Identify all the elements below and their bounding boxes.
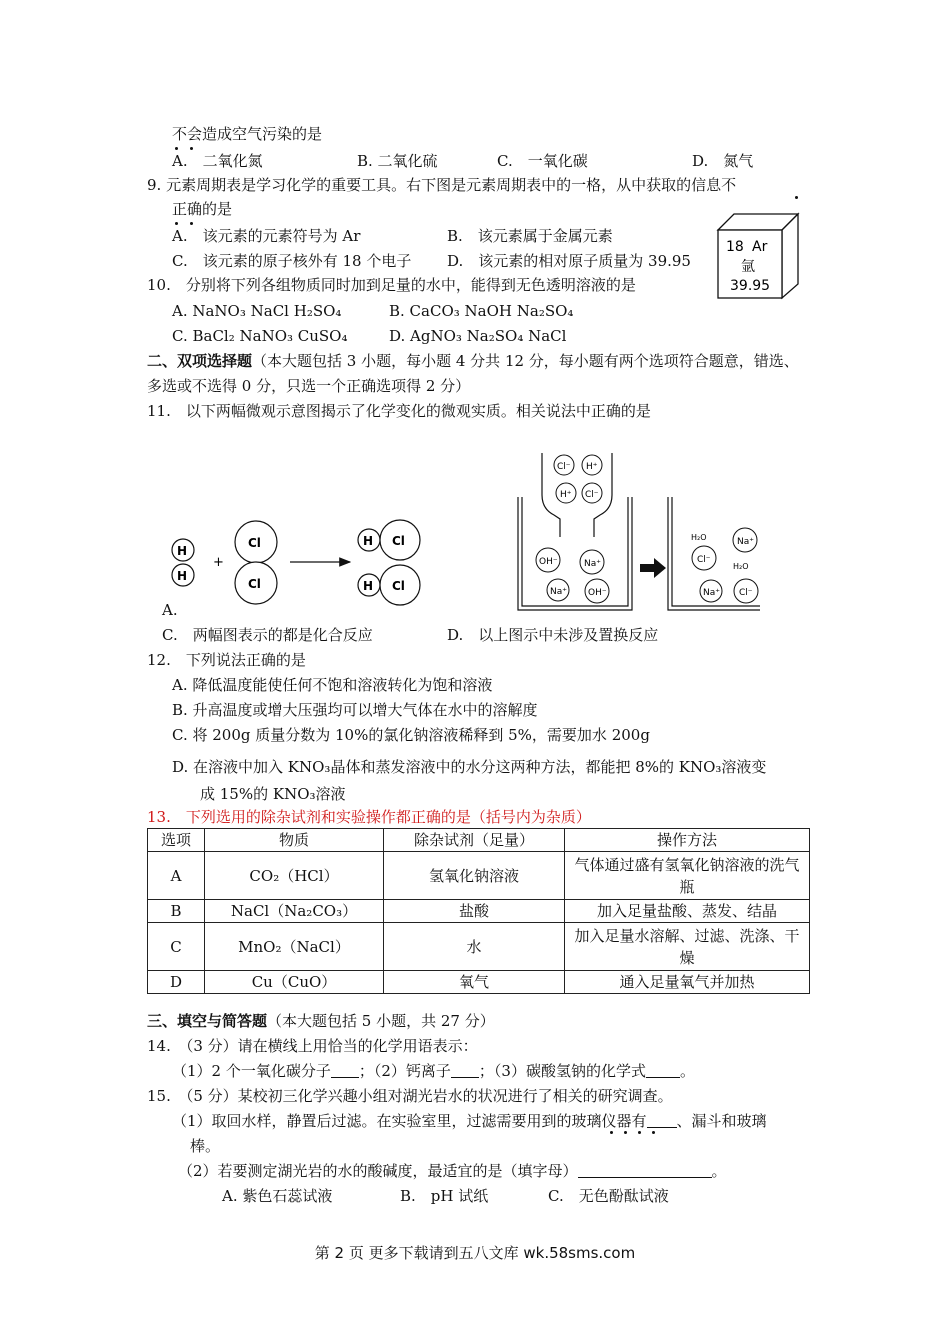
table-cell: 水 <box>384 923 565 971</box>
emphasis-dot <box>190 222 193 225</box>
q15-stem: 15. （5 分）某校初三化学兴趣小组对湖光岩水的状况进行了相关的研究调查。 <box>147 1087 673 1105</box>
hydrogen-ion: H⁺ <box>560 490 572 500</box>
q11-option-d: D. 以上图示中未涉及置换反应 <box>447 626 659 644</box>
table-cell: 加入足量水溶解、过滤、洗涤、干燥 <box>565 923 810 971</box>
table-cell: 加入足量盐酸、蒸发、结晶 <box>565 900 810 923</box>
atomic-mass: 39.95 <box>730 278 771 294</box>
q9-stem-line1: 9. 元素周期表是学习化学的重要工具。右下图是元素周期表中的一格，从中获取的信息不 <box>147 176 737 194</box>
table-cell: 通入足量氧气并加热 <box>565 971 810 994</box>
plus-sign: + <box>213 555 224 570</box>
q10-option-a: A. NaNO₃ NaCl H₂SO₄ <box>172 302 342 320</box>
hydrogen-ion: H⁺ <box>586 462 598 472</box>
q9-option-c: C. 该元素的原子核外有 18 个电子 <box>172 252 412 270</box>
table-cell: 氧气 <box>384 971 565 994</box>
table-cell: 盐酸 <box>384 900 565 923</box>
section-2-heading: 二、双项选择题（本大题包括 3 小题，每小题 4 分共 12 分，每小题有两个选项符合题意，错选、 <box>147 352 799 370</box>
q9-option-b: B. 该元素属于金属元素 <box>447 227 613 245</box>
q8-stem: 不会造成空气污染的是 <box>172 125 323 143</box>
q11-option-a-label: A. <box>162 601 178 619</box>
q10-option-d: D. AgNO₃ Na₂SO₄ NaCl <box>389 327 567 345</box>
table-cell: C <box>148 923 205 971</box>
chlorine-atom: Cl <box>248 536 261 550</box>
table-cell: Cu（CuO） <box>205 971 384 994</box>
table-header-row <box>148 829 810 852</box>
table-row <box>148 852 810 900</box>
q15-option-a: A. 紫色石蕊试液 <box>222 1187 333 1205</box>
section-2-desc: 多选或不选得 0 分，只选一个正确选项得 2 分） <box>147 377 471 395</box>
q10-stem: 10. 分别将下列各组物质同时加到足量的水中，能得到无色透明溶液的是 <box>147 276 636 294</box>
q15-part1-end: 棒。 <box>190 1137 221 1155</box>
water-molecule: H₂O <box>691 533 707 542</box>
emphasis-dot <box>795 196 798 199</box>
table-row <box>148 900 810 923</box>
q15-option-b: B. pH 试纸 <box>400 1187 489 1205</box>
q11-micro-diagram <box>160 445 760 620</box>
emphasis-dot <box>624 1131 627 1134</box>
q15-part2: （2）若要测定湖光岩的水的酸碱度，最适宜的是（填字母） 。 <box>178 1162 727 1180</box>
header-cell: 操作方法 <box>565 829 810 852</box>
q15-option-c: C. 无色酚酞试液 <box>548 1187 669 1205</box>
q12-option-c: C. 将 200g 质量分数为 10%的氯化钠溶液稀释到 5%，需要加水 200g <box>172 726 650 744</box>
chlorine-atom: Cl <box>392 579 405 593</box>
q8-option-b: B. 二氧化硫 <box>357 152 438 170</box>
q8-option-a: A. 二氧化氮 <box>172 152 263 170</box>
emphasis-dot <box>638 1131 641 1134</box>
atomic-number: 18 <box>726 239 744 255</box>
q8-option-d: D. 氮气 <box>692 152 754 170</box>
table-cell: CO₂（HCl） <box>205 852 384 900</box>
hydrogen-atom: H <box>363 534 374 548</box>
header-cell: 除杂试剂（足量） <box>384 829 565 852</box>
q11-stem: 11. 以下两幅微观示意图揭示了化学变化的微观实质。相关说法中正确的是 <box>147 402 651 420</box>
chloride-ion: Cl⁻ <box>739 588 753 598</box>
section-3-heading: 三、填空与简答题（本大题包括 5 小题，共 27 分） <box>147 1012 495 1030</box>
answer-blank[interactable] <box>647 1113 677 1128</box>
q14-blanks-line: （1）2 个一氧化碳分子 ；（2）钙离子 ；（3）碳酸氢钠的化学式 。 <box>172 1062 695 1080</box>
element-symbol: Ar <box>752 239 768 255</box>
table-row <box>148 923 810 971</box>
q12-option-d-line1: D. 在溶液中加入 KNO₃晶体和蒸发溶液中的水分这两种方法，都能把 8%的 KNO₃溶液变 <box>172 758 767 776</box>
header-cell: 物质 <box>205 829 384 852</box>
q13-table <box>147 828 810 994</box>
sodium-ion: Na⁺ <box>584 559 601 569</box>
q10-option-c: C. BaCl₂ NaNO₃ CuSO₄ <box>172 327 348 345</box>
water-molecule: H₂O <box>733 562 749 571</box>
q12-option-a: A. 降低温度能使任何不饱和溶液转化为饱和溶液 <box>172 676 493 694</box>
table-cell: MnO₂（NaCl） <box>205 923 384 971</box>
table-cell: B <box>148 900 205 923</box>
answer-blank[interactable] <box>331 1063 359 1078</box>
periodic-table-cell <box>712 208 807 300</box>
hydroxide-ion: OH⁻ <box>588 588 607 598</box>
chlorine-atom: Cl <box>392 534 405 548</box>
sodium-ion: Na⁺ <box>703 588 720 598</box>
hydrogen-atom: H <box>363 579 374 593</box>
emphasis-dot <box>652 1131 655 1134</box>
answer-blank[interactable] <box>646 1063 680 1078</box>
sodium-ion: Na⁺ <box>550 587 567 597</box>
table-row <box>148 971 810 994</box>
emphasis-dot <box>610 1131 613 1134</box>
q9-stem-line2: 正确的是 <box>172 200 233 218</box>
q14-stem: 14. （3 分）请在横线上用恰当的化学用语表示： <box>147 1037 478 1055</box>
sodium-ion: Na⁺ <box>737 537 754 547</box>
page-footer: 第 2 页 更多下载请到五八文库 wk.58sms.com <box>314 1244 636 1262</box>
q8-option-c: C. 一氧化碳 <box>497 152 588 170</box>
q12-stem: 12. 下列说法正确的是 <box>147 651 306 669</box>
chloride-ion: Cl⁻ <box>697 555 711 565</box>
answer-blank[interactable] <box>451 1063 479 1078</box>
element-name: 氩 <box>741 259 755 275</box>
q12-option-d-line2: 成 15%的 KNO₃溶液 <box>200 785 346 803</box>
chloride-ion: Cl⁻ <box>557 462 571 472</box>
answer-blank[interactable] <box>578 1163 712 1178</box>
q9-option-a: A. 该元素的元素符号为 Ar <box>172 227 361 245</box>
header-cell: 选项 <box>148 829 205 852</box>
emphasis-dot <box>175 147 178 150</box>
chloride-ion: Cl⁻ <box>585 490 599 500</box>
q12-option-b: B. 升高温度或增大压强均可以增大气体在水中的溶解度 <box>172 701 538 719</box>
table-cell: NaCl（Na₂CO₃） <box>205 900 384 923</box>
chlorine-atom: Cl <box>248 577 261 591</box>
table-cell: 氢氧化钠溶液 <box>384 852 565 900</box>
table-cell: 气体通过盛有氢氧化钠溶液的洗气瓶 <box>565 852 810 900</box>
emphasis-dot <box>190 147 193 150</box>
q10-option-b: B. CaCO₃ NaOH Na₂SO₄ <box>389 302 574 320</box>
q15-part1: （1）取回水样，静置后过滤。在实验室里，过滤需要用到的玻璃仪器有 、漏斗和玻璃 <box>172 1112 767 1130</box>
q9-option-d: D. 该元素的相对原子质量为 39.95 <box>447 252 691 270</box>
hydroxide-ion: OH⁻ <box>539 557 558 567</box>
hydrogen-atom: H <box>177 544 188 558</box>
q11-option-c: C. 两幅图表示的都是化合反应 <box>162 626 373 644</box>
hydrogen-atom: H <box>177 569 188 583</box>
table-cell: A <box>148 852 205 900</box>
table-cell: D <box>148 971 205 994</box>
q13-stem: 13. 下列选用的除杂试剂和实验操作都正确的是（括号内为杂质） <box>147 808 591 826</box>
emphasis-dot <box>175 222 178 225</box>
